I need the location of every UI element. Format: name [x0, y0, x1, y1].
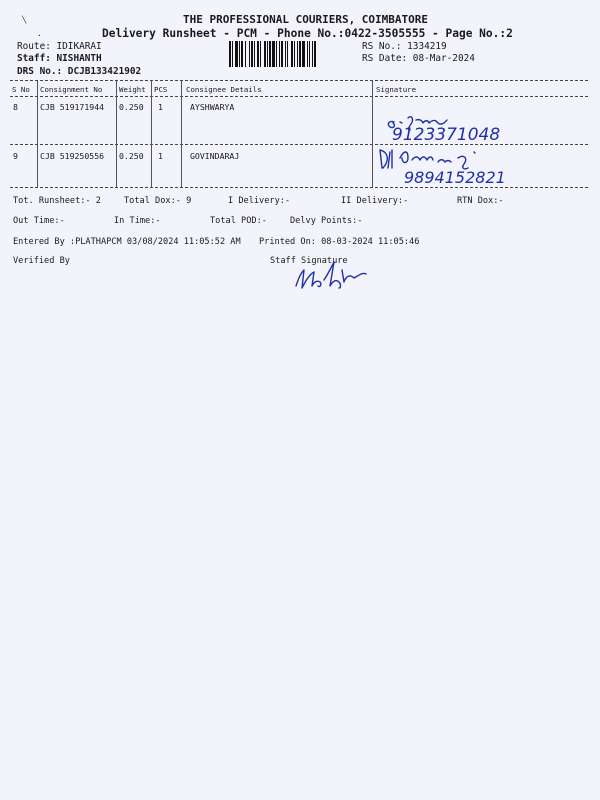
- row-consignee: GOVINDARAJ: [190, 151, 240, 161]
- col-sep: [37, 81, 38, 187]
- barcode-bar: [251, 41, 253, 67]
- staff-signature-label: Staff Signature: [270, 256, 348, 266]
- second-delivery: II Delivery:-: [341, 196, 409, 206]
- rs-number: RS No.: 1334219: [362, 41, 447, 52]
- col-header-weight: Weight: [119, 85, 146, 94]
- tot-runsheet: Tot. Runsheet:- 2: [13, 196, 101, 206]
- in-time: In Time:-: [114, 216, 161, 226]
- first-delivery: I Delivery:-: [228, 196, 291, 206]
- barcode-bar: [287, 41, 288, 67]
- total-pod: Total POD:-: [210, 216, 267, 226]
- barcode-bar: [229, 41, 231, 67]
- barcode-bar: [294, 41, 295, 67]
- barcode-bar: [267, 41, 268, 67]
- table-top-rule: [10, 80, 588, 81]
- row-consignment-no: CJB 519171944: [40, 102, 105, 112]
- handwritten-phone-2-text: 9894152821: [404, 168, 506, 187]
- row-pcs: 1: [158, 151, 163, 161]
- delivery-points: Delvy Points:-: [290, 216, 363, 226]
- col-header-signature: Signature: [376, 85, 417, 94]
- col-sep: [372, 81, 373, 187]
- route-label: Route: IDIKARAI: [17, 41, 102, 52]
- barcode-bar: [269, 41, 271, 67]
- drs-number: DRS No.: DCJB133421902: [17, 66, 142, 77]
- barcode-bar: [281, 41, 283, 67]
- barcode-bar: [254, 41, 255, 67]
- row-pcs: 1: [158, 102, 163, 112]
- row-consignee: AYSHWARYA: [190, 102, 235, 112]
- barcode-bar: [245, 41, 246, 67]
- staff-signature-scribble: [290, 256, 370, 296]
- barcode-bar: [279, 41, 280, 67]
- handwritten-phone-1-text: 9123371048: [392, 125, 501, 145]
- row-sno: 9: [13, 151, 18, 161]
- barcode-bar: [307, 41, 308, 67]
- row-weight: 0.250: [119, 102, 144, 112]
- barcode-bar: [232, 41, 233, 67]
- runsheet-title: Delivery Runsheet - PCM - Phone No.:0422-3505555 - Page No.:2: [102, 27, 513, 40]
- row-consignment-no: CJB 519250556: [40, 151, 105, 161]
- barcode-bar: [285, 41, 286, 67]
- col-sep: [151, 81, 152, 187]
- rs-date: RS Date: 08-Mar-2024: [362, 53, 475, 64]
- barcode-bar: [264, 41, 266, 67]
- barcode-bar: [299, 41, 301, 67]
- barcode-bar: [314, 41, 316, 67]
- barcode-bar: [302, 41, 305, 67]
- barcode-bar: [260, 41, 261, 67]
- col-header-sno: S No: [12, 85, 30, 94]
- printed-on: Printed On: 08-03-2024 11:05:46: [259, 237, 420, 247]
- barcode-bar: [249, 41, 250, 67]
- barcode-bar: [297, 41, 298, 67]
- row-sno: 8: [13, 102, 18, 112]
- barcode: [229, 41, 356, 67]
- barcode-bar: [241, 41, 243, 67]
- col-header-consignment: Consignment No: [40, 85, 103, 94]
- corner-mark-icon: ·: [37, 31, 42, 40]
- out-time: Out Time:-: [13, 216, 65, 226]
- barcode-bar: [257, 41, 259, 67]
- table-header-rule: [10, 96, 588, 97]
- rtn-dox: RTN Dox:-: [457, 196, 504, 206]
- barcode-bar: [291, 41, 293, 67]
- corner-mark-icon: ╲: [22, 16, 27, 24]
- col-header-consignee: Consignee Details: [186, 85, 262, 94]
- total-dox: Total Dox:- 9: [124, 196, 192, 206]
- verified-by: Verified By: [13, 256, 70, 266]
- col-sep: [181, 81, 182, 187]
- handwritten-phone-2: [404, 165, 536, 191]
- barcode-bar: [276, 41, 277, 67]
- barcode-bar: [312, 41, 313, 67]
- barcode-bar: [309, 41, 310, 67]
- col-sep: [116, 81, 117, 187]
- entered-by: Entered By :PLATHAPCM 03/08/2024 11:05:52 AM: [13, 237, 241, 247]
- staff-label: Staff: NISHANTH: [17, 53, 102, 64]
- handwritten-phone-1: [392, 120, 532, 146]
- col-header-pcs: PCS: [154, 85, 168, 94]
- row-weight: 0.250: [119, 151, 144, 161]
- barcode-bar: [235, 41, 238, 67]
- barcode-bar: [272, 41, 275, 67]
- barcode-bar: [239, 41, 240, 67]
- company-name: THE PROFESSIONAL COURIERS, COIMBATORE: [183, 13, 429, 26]
